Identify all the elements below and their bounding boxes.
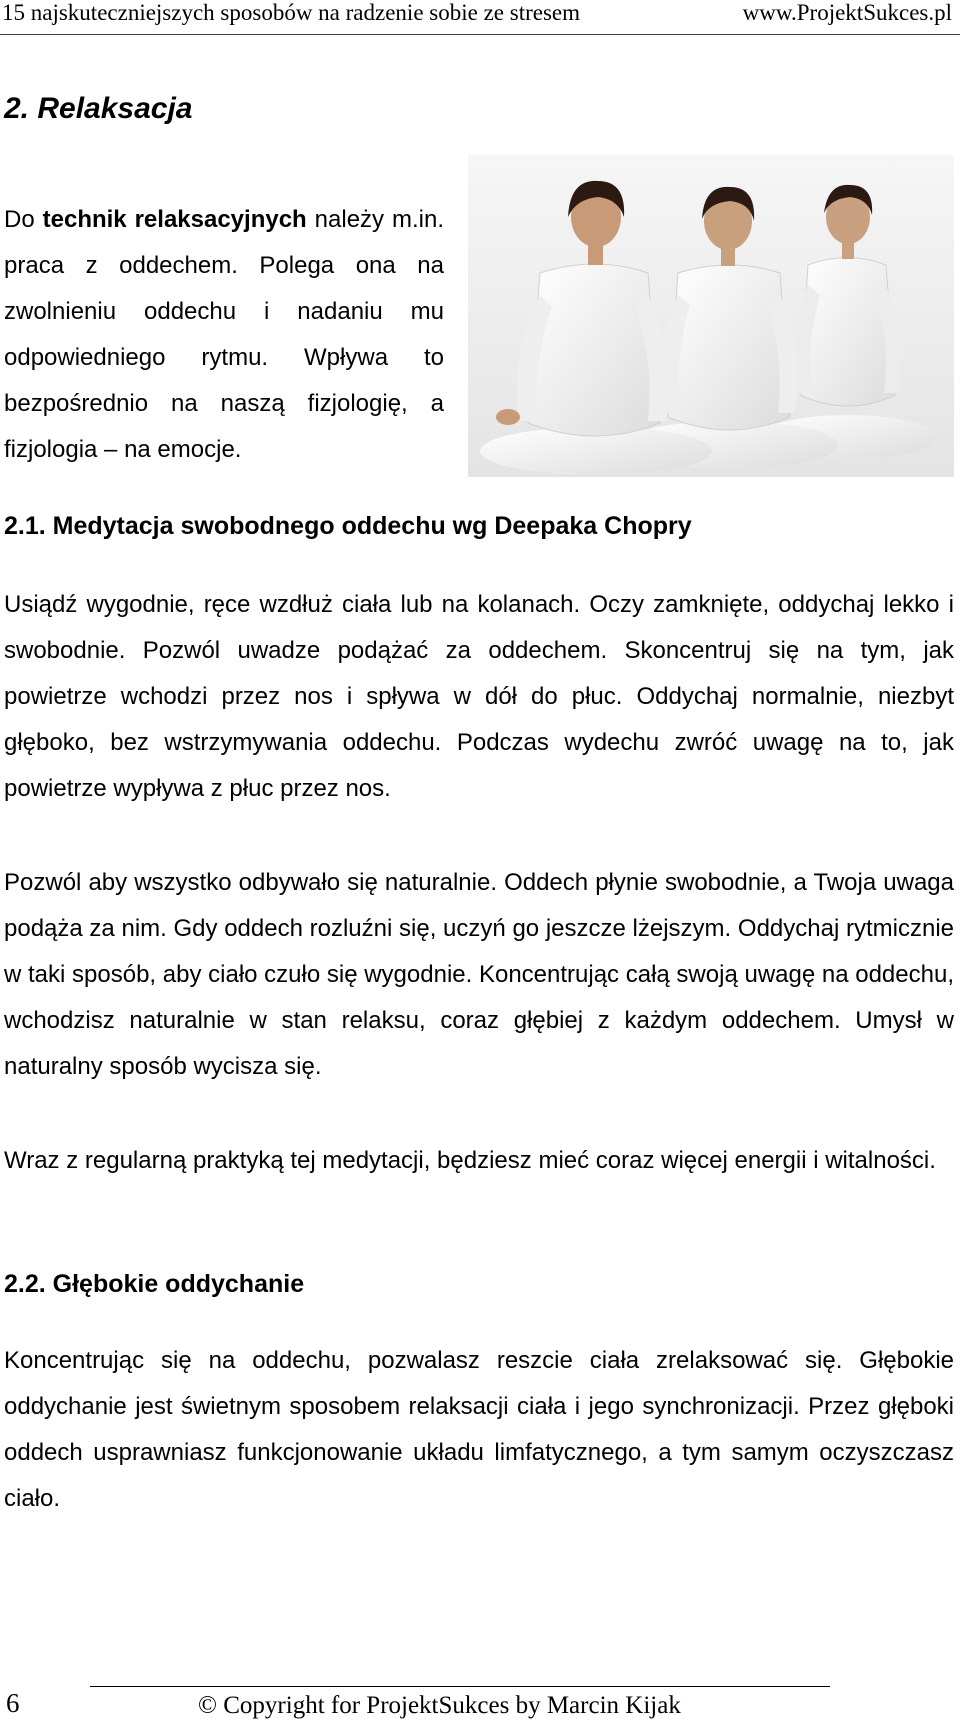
subsection-heading-2-2: 2.2. Głębokie oddychanie xyxy=(4,1270,305,1298)
intro-bold-term: technik relaksacyjnych xyxy=(42,206,307,233)
intro-paragraph xyxy=(4,197,444,473)
subsection-heading-2-1: 2.1. Medytacja swobodnego oddechu wg Deepaka Chopry xyxy=(4,512,692,540)
header-url: www.ProjektSukces.pl xyxy=(742,0,952,25)
paragraph-breathing-instructions: Usiądź wygodnie, ręce wzdłuż ciała lub na kolanach. Oczy zamknięte, oddychaj lekko i swobodnie. Pozwól uwadze podążać za oddechem. Skoncentruj się na tym, jak powietrze wchodzi przez nos i spływa w dół do płuc. Oddychaj normalnie, niezbyt głęboko, bez wstrzymywania oddechu. Podczas wydechu zwróć uwagę na to, jak powietrze wypływa z płuc przez nos. xyxy=(4,591,954,802)
paragraph-regular-practice: Wraz z regularną praktyką tej medytacji, będziesz mieć coraz więcej energii i witalności. xyxy=(4,1147,936,1174)
page-number: 6 xyxy=(6,1688,20,1718)
footer-rule xyxy=(90,1686,830,1687)
intro-text-after: należy m.in. praca z oddechem. Polega ona na zwolnieniu oddechu i nadaniu mu odpowiedniego rytmu. Wpływa to bezpośrednio na naszą fizjologię, a fizjologia – na emocje. xyxy=(4,206,444,463)
intro-text-before: Do xyxy=(4,206,43,233)
paragraph-deep-breathing: Koncentrując się na oddechu, pozwalasz reszcie ciała zrelaksować się. Głębokie oddychanie jest świetnym sposobem relaksacji ciała i jego synchronizacji. Przez głęboki oddech usprawniasz funkcjonowanie układu limfatycznego, a tym samym oczyszczasz ciało. xyxy=(4,1347,954,1512)
header-title: 15 najskuteczniejszych sposobów na radzenie sobie ze stresem xyxy=(2,0,580,25)
meditation-photo xyxy=(468,155,954,477)
section-heading: 2. Relaksacja xyxy=(4,92,193,125)
copyright-line: © Copyright for ProjektSukces by Marcin Kijak xyxy=(198,1692,681,1719)
paragraph-natural-breath: Pozwól aby wszystko odbywało się naturalnie. Oddech płynie swobodnie, a Twoja uwaga podąża za nim. Gdy oddech rozluźni się, uczyń go jeszcze lżejszym. Oddychaj rytmicznie w taki sposób, aby ciało czuło się wygodnie. Koncentrując całą swoją uwagę na oddechu, wchodzisz naturalnie w stan relaksu, coraz głębiej z każdym oddechem. Umysł w naturalny sposób wycisza się. xyxy=(4,869,954,1080)
running-header xyxy=(0,0,960,35)
